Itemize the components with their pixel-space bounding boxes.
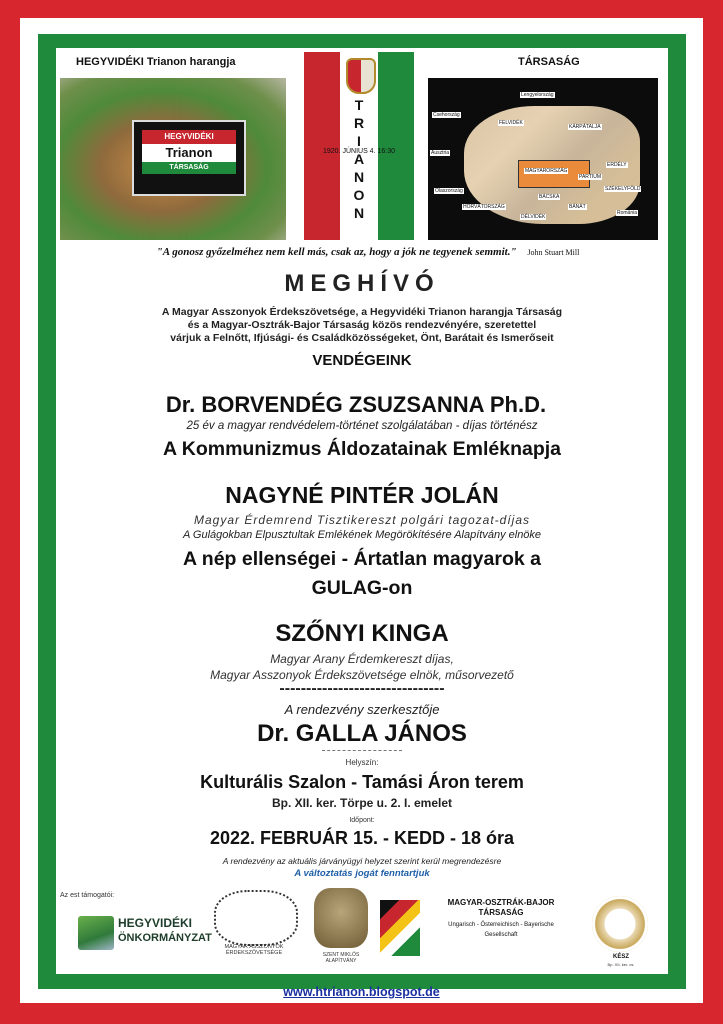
intro-line: várjuk a Felnőtt, Ifjúsági- és Családközösségeket, Önt, Barátait és Ismerőseit [170, 332, 554, 344]
sponsor-szent-miklos [308, 886, 374, 970]
time-label: Időpont: [349, 817, 375, 824]
invitation-page [56, 48, 668, 974]
map-label: BÁCSKA [539, 194, 560, 200]
change-reserved-note: A változtatás jogát fenntartjuk [294, 868, 430, 879]
speaker3-description-2: Magyar Asszonyok Érdekszövetsége elnök, műsorvezető [210, 668, 514, 682]
coat-of-arms-icon [346, 58, 376, 94]
map-label: Olaszország [435, 188, 463, 194]
sponsor-magyar-osztrak-bajor [378, 894, 584, 964]
sponsor3-text: SZENT MIKLÓS ALAPÍTVÁNY [322, 952, 360, 964]
speaker3-description-1: Magyar Arany Érdemkereszt díjas, [270, 652, 454, 666]
sponsor4-line2: TÁRSASÁG [478, 908, 524, 917]
speaker2-name: NAGYNÉ PINTÉR JOLÁN [225, 482, 499, 508]
map-label: ERDÉLY [607, 162, 627, 168]
trianon-letter: A [353, 151, 365, 167]
intro-line: A Magyar Asszonyok Érdekszövetsége, a Hegyvidéki Trianon harangja Társaság [161, 306, 563, 318]
sponsor-kesz [590, 896, 652, 970]
speaker2-topic-line-2: GULAG-on [311, 577, 413, 599]
speaker2-description-1: Magyar Érdemrend Tisztikereszt polgári tagozat-díjas [193, 513, 530, 527]
trianon-letter: O [353, 187, 365, 203]
intro-text [116, 306, 608, 345]
pandemic-note: A rendezvény az aktuális járványügyi helyzet szerint kerül megrendezésre [222, 856, 502, 866]
speaker2-topic-line-1: A nép ellenségei - Ártatlan magyarok a [183, 548, 541, 570]
map-label: MAGYARORSZÁG [525, 168, 568, 174]
speaker1-topic: A Kommunizmus Áldozatainak Emléknapja [162, 438, 562, 460]
guests-heading: VENDÉGEINK [312, 352, 412, 369]
sponsors-label: Az est támogatói: [60, 892, 115, 899]
map-label: FELVIDÉK [499, 120, 523, 126]
sponsor5-subtext: Bp. XII. ker. cs. [607, 962, 635, 967]
page-title: MEGHÍVÓ [284, 270, 440, 297]
trianon-letter: N [353, 205, 365, 221]
badge-middle-text: Trianon [142, 144, 236, 162]
speaker3-name: SZŐNYI KINGA [275, 620, 449, 647]
map-label: PARTIUM [579, 174, 602, 180]
map-label: SZÉKELYFÖLD [605, 186, 641, 192]
location-venue: Kulturális Szalon - Tamási Áron terem [200, 772, 524, 792]
map-label: Ausztria [431, 150, 450, 156]
trianon-letter: N [353, 169, 365, 185]
speaker2-description-2: A Gulágokban Elpusztultak Emlékének Megörökítésére Alapítvány elnöke [182, 529, 542, 541]
trianon-date: 1920. JÚNIUS 4. 16:30 [323, 148, 395, 155]
map-label: KÁRPÁTALJA [569, 124, 601, 130]
map-label: Csehország [433, 112, 460, 118]
flag-red-stripe [304, 52, 340, 240]
trianon-vertical-text [340, 96, 378, 222]
flag-green-stripe [378, 52, 414, 240]
sponsor2-text: MAGYAR ASSZONYOK ÉRDEKSZÖVETSÉGE [224, 944, 284, 956]
hungarian-flag-column [304, 52, 414, 240]
intro-line: és a Magyar-Osztrák-Bajor Társaság közös rendezvényére, szeretettel [187, 319, 537, 331]
sponsor4-line3: Ungarisch - Österreichisch - Bayerische [448, 922, 554, 928]
trianon-society-badge [132, 120, 246, 196]
location-address: Bp. XII. ker. Törpe u. 2. I. emelet [271, 796, 453, 810]
folk-ornament-icon [214, 890, 298, 946]
trianon-letter: I [357, 133, 361, 149]
quote-author: John Stuart Mill [527, 248, 580, 257]
chi-rho-seal-icon [592, 896, 648, 952]
map-label: Lengyelország [521, 92, 554, 98]
map-label: DÉLVIDÉK [521, 214, 546, 220]
hegyvidek-logo-icon [78, 916, 114, 950]
sponsor-magyar-asszonyok [206, 890, 302, 966]
speaker1-description: 25 év a magyar rendvédelem-történet szolgálatában - díjas történész [186, 420, 538, 432]
trianon-letter: T [354, 97, 364, 113]
carpathian-basin-political-map [428, 78, 658, 240]
quote [108, 246, 628, 258]
quote-text: "A gonosz győzelméhez nem kell más, csak az, hogy a jók ne tegyenek semmit." [156, 246, 517, 258]
sponsor4-line4: Gesellschaft [484, 932, 518, 938]
greater-hungary-relief-map [60, 78, 286, 240]
sponsor5-text: KÉSZ [612, 954, 629, 960]
sponsor4-line1: MAGYAR-OSZTRÁK-BAJOR [447, 898, 555, 907]
speaker1-name: Dr. BORVENDÉG ZSUZSANNA Ph.D. [165, 392, 547, 417]
map-label: BÁNÁT [569, 204, 586, 210]
map-label: HORVÁTORSZÁG [463, 204, 505, 210]
header-right-title: TÁRSASÁG [518, 56, 580, 68]
tri-nation-flags-icon [380, 900, 420, 956]
editor-underline [322, 750, 402, 751]
sponsor1-line1: HEGYVIDÉKI [118, 916, 193, 930]
editor-label: A rendezvény szerkesztője [284, 702, 440, 717]
dashed-divider: ------------------------------- [279, 680, 445, 697]
website-link[interactable]: www.htrianon.blogspot.de [283, 985, 440, 999]
badge-top-text: HEGYVIDÉKI [142, 130, 236, 144]
sponsor1-line2: ÖNKORMÁNYZAT [118, 932, 212, 944]
sponsor-hegyvideki-onkormanyzat [78, 910, 212, 954]
editor-name: Dr. GALLA JÁNOS [257, 720, 467, 747]
relief-emblem-icon [314, 888, 368, 948]
trianon-letter: R [353, 115, 365, 131]
location-label: Helyszín: [345, 758, 379, 767]
header-left-title: HEGYVIDÉKI Trianon harangja [76, 56, 236, 68]
badge-bottom-text: TÁRSASÁG [142, 162, 236, 174]
event-datetime: 2022. FEBRUÁR 15. - KEDD - 18 óra [209, 828, 515, 848]
map-label: Románia [617, 210, 638, 216]
